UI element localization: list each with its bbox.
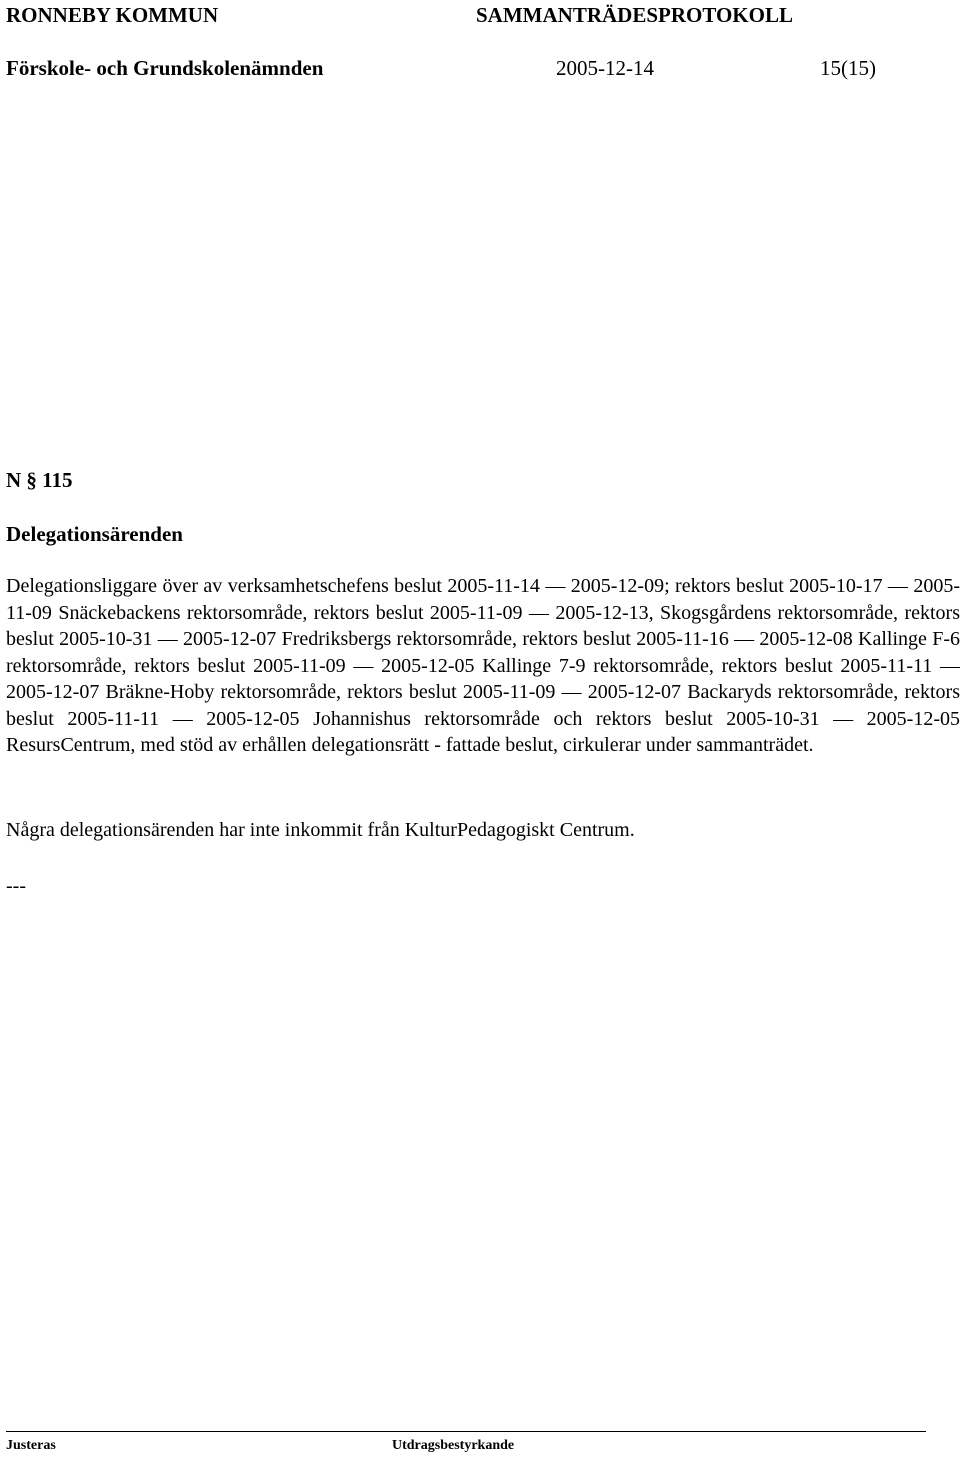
board-name: Förskole- och Grundskolenämnden <box>6 56 324 80</box>
delegation-paragraph: Delegationsliggare över av verksamhetschefens beslut 2005-11-14 — 2005-12-09; rektors beslut 2005-10-17 — 2005-11-09 Snäckebackens rektorsområde, rektors beslut 2005-11-09 — 2005-12-13, Skogsgårdens rektorsområde, rektors beslut 2005-10-31 — 2005-12-07 Fredriksbergs rektorsområde, rektors beslut 2005-11-16 — 2005-12-08 Kallinge F-6 rektorsområde, rektors beslut 2005-11-09 — 2005-12-05 Kallinge 7-9 rektorsområde, rektors beslut 2005-11-11 — 2005-12-07 Bräkne-Hoby rektorsområde, rektors beslut 2005-11-09 — 2005-12-07 Backaryds rektorsområde, rektors beslut 2005-11-11 — 2005-12-05 Johannishus rektorsområde och rektors beslut 2005-10-31 — 2005-12-05 ResursCentrum, med stöd av erhållen delegationsrätt - fattade beslut, cirkulerar under sammanträdet. <box>6 575 960 756</box>
page-number: 15(15) <box>820 56 876 80</box>
section-end-marker: --- <box>6 875 26 897</box>
footer-divider <box>6 1431 926 1432</box>
meeting-date: 2005-12-14 <box>556 56 654 80</box>
organization-name: RONNEBY KOMMUN <box>6 3 219 27</box>
footer-utdragsbestyrkande: Utdragsbestyrkande <box>392 1438 515 1453</box>
section-title: Delegationsärenden <box>6 522 183 546</box>
document-type: SAMMANTRÄDESPROTOKOLL <box>476 3 793 27</box>
footer-justeras: Justeras <box>6 1438 56 1453</box>
note-paragraph: Några delegationsärenden har inte inkommit från KulturPedagogiskt Centrum. <box>6 819 635 841</box>
section-number: N § 115 <box>6 468 73 492</box>
